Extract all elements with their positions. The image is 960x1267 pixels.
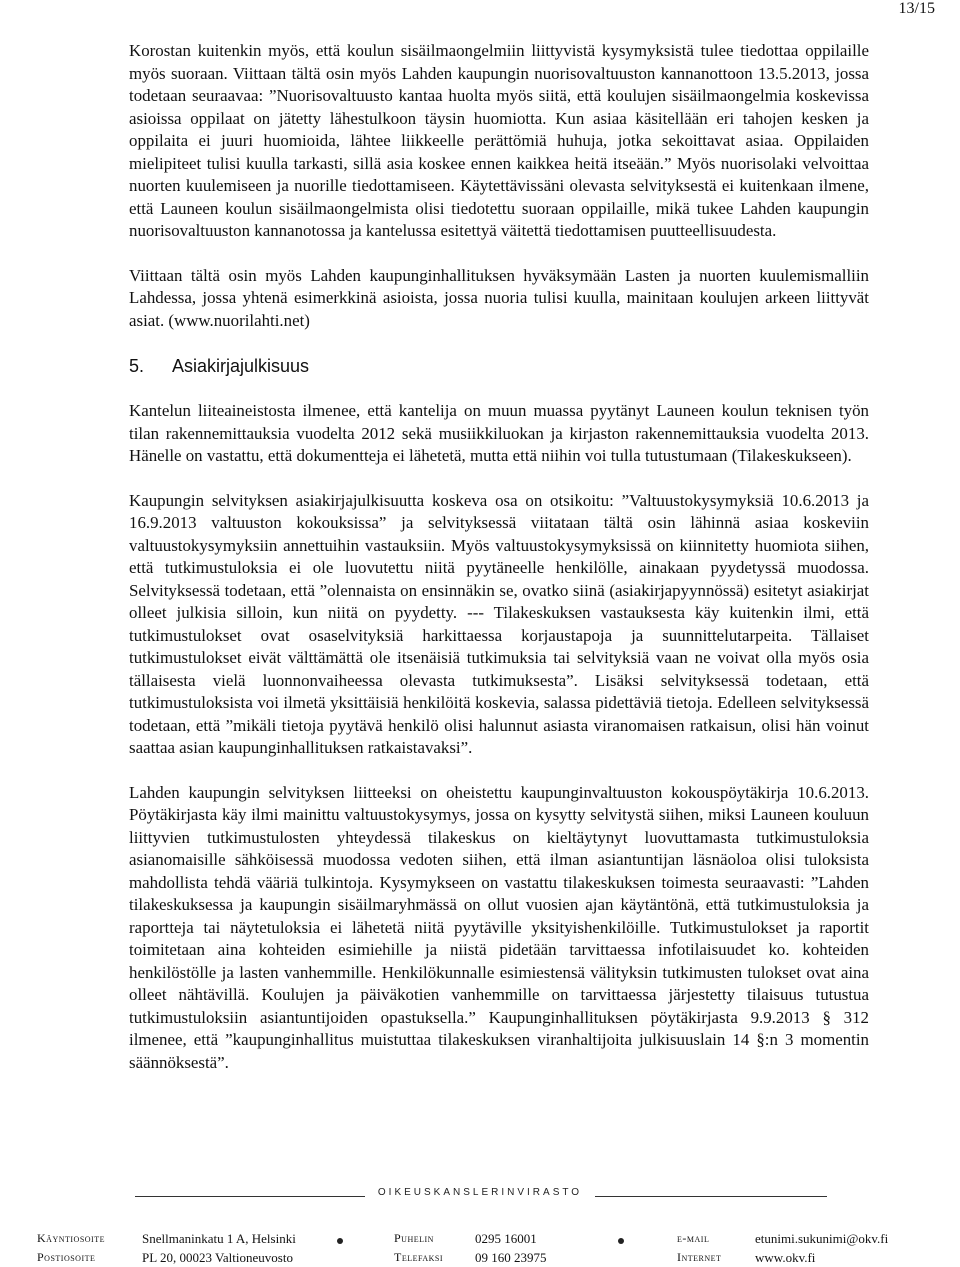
email-link[interactable]: etunimi.sukunimi@okv.fi [755,1231,889,1246]
visit-address: Snellmaninkatu 1 A, Helsinki [142,1231,296,1246]
paragraph: Korostan kuitenkin myös, että koulun sisäilmaongelmiin liittyvistä kysymyksistä tulee tiedottaa oppilaille myös suoraan. Viittaan tältä osin myös Lahden kaupungin nuorisovaltuuston kannanottoon 13.5.2013, jossa todetaan seuraavaa: ”Nuorisovaltuusto kantaa huolta myös siitä, että koulujen sisäilmaongelmia koskevissa asioissa oppilaat on jätetty lähestulkoon täysin huomiotta. Kun asiaa käsitellään eri tahojen kesken ja oppilaita ei juuri huomioida, lähtee liikkeelle perättömiä huhuja, jotka sekoittavat asiaa. Oppilaiden mielipiteet tulisi kuulla tarkasti, sillä asia koskee ennen kaikkea heitä itseään.” Myös nuorisolaki velvoittaa nuorten kuulemiseen ja nuorille tiedottamiseen. Käytettävissäni olevasta selvityksestä ei kuitenkaan ilmene, että Launeen koulun sisäilmaongelmista olisi tiedotettu suoraan oppilaille, mikä tukee Lahden kaupungin nuorisovaltuuston kannanotossa ja kantelussa esitettyä väitettä tiedottamisen puutteellisuudesta. [129,41,869,240]
footer-contact [0,1229,960,1267]
visit-address-label: Käyntiosoite [37,1231,105,1245]
web-label: Internet [677,1250,722,1264]
paragraph: Kaupungin selvityksen asiakirjajulkisuutta koskeva osa on otsikoitu: ”Valtuustokysymyksiä 10.6.2013 ja 16.9.2013 valtuuston kokouksissa” ja selvityksessä viitataan tältä osin lähinnä asiaa koskeviin valtuustokysymyksiin annettuihin vastauksiin. Myös valtuustokysymyksissä on kiinnitetty huomiota siihen, että tutkimustuloksia ei ole luovutettu niitä pyytäneelle henkilölle, ainakaan pyydetyssä muodossa. Selvityksessä todetaan, että ”olennaista on ensinnäkin se, ovatko siinä (asiakirjapyynnössä) esitetyt asiakirjat olleet julkisia silloin, kun niitä on pyydetty. --- Tilakeskuksen vastauksesta käy kuitenkin ilmi, että tutkimustulokset ovat osaselvityksiä harkittaessa korjaustapoja ja suunnittelutarpeita. Tällaiset tutkimustulokset eivät välttämättä ole itsenäisiä tutkimuksia tai selvityksiä vaan ne voivat olla myös osia tällaisesta vielä luonnonvaiheessa olevasta tutkimuksesta”. Lisäksi selvityksessä todetaan, että tutkimustuloksista voi ilmetä yksittäisiä henkilöitä koskevia, salassa pidettäviä tietoja. Edelleen selvityksessä todetaan, että ”mikäli tietoja pyytävä henkilö olisi halunnut asiasta viranomaisen ratkaisun, olisi hän voinut saattaa asian kaupunginhallituksen ratkaistavaksi”. [129,490,869,757]
footer-brand: OIKEUSKANSLERINVIRASTO [377,1187,583,1198]
email-label: e-mail [677,1231,710,1245]
post-address-label: Postiosoite [37,1250,96,1264]
page-number: 13/15 [898,0,935,17]
website-link[interactable]: www.okv.fi [755,1250,816,1265]
fax-number: 09 160 23975 [475,1250,547,1265]
paragraph: Viittaan tältä osin myös Lahden kaupunginhallituksen hyväksymään Lasten ja nuorten kuulemismalliin Lahdessa, jossa yhtenä esimerkkinä asioista, jossa nuoria tulisi kuulla, mainitaan koulujen arkeen liittyvät asiat. (www.nuorilahti.net) [129,265,869,330]
footer-divider [135,1196,365,1197]
post-address: PL 20, 00023 Valtioneuvosto [142,1250,293,1265]
section-heading [129,354,869,378]
paragraph: Lahden kaupungin selvityksen liitteeksi on oheistettu kaupunginvaltuuston kokouspöytäkirja 10.6.2013. Pöytäkirjasta käy ilmi mainittu valtuustokysymys, jossa on kysytty selvitystä siihen, miksi Launeen kouluun liittyvien tutkimustulosten yhteydessä tilakeskus on kieltäytynyt luovuttamasta tutkimustuloksia asianomaisille sähköisessä muodossa vedoten siihen, että ilman asiantuntijan läsnäoloa olisi tuloksista mahdollista tehdä vääriä tulkintoja. Kysymykseen on vastattu tilakeskuksen toimesta seuraavasti: ”Lahden tilakeskuksessa ja kaupungin sisäilmaryhmässä on ollut vuosien ajan käytäntönä, että tutkimustuloksia ja raportteja tai näytetuloksia ei lähetetä niitä pyytäville yksityishenkilöille. Tutkimustulokset ja raportit toimitetaan aina kohteiden esimiehille ja niistä pidetään tarvittaessa infotilaisuudet ko. kohteiden henkilöstölle ja lasten vanhemmille. Henkilökunnalle esimiestensä välityksin tutkimusten tulokset ovat aina olleet nähtävillä. Koulujen ja päiväkotien vanhemmille on tarvittaessa järjestetty tilaisuus tutustua tutkimustuloksiin asiantuntijoiden opastuksella.” Kaupunginhallituksen pöytäkirjasta 9.9.2013 § 312 ilmenee, että ”kaupunginhallitus muistuttaa tilakeskuksen viranhaltijoita julkisuuslain 14 §:n 3 momentin säännöksestä”. [129,782,869,1072]
paragraph: Kantelun liiteaineistosta ilmenee, että kantelija on muun muassa pyytänyt Launeen koulun teknisen työn tilan rakennemittauksia vuodelta 2012 sekä musiikkiluokan ja kirjaston rakennemittauksia vuodelta 2013. Hänelle on vastattu, että dokumentteja ei lähetetä, mutta että niihin voi tulla tutustumaan (Tilakeskukseen). [129,401,869,465]
footer-divider [595,1196,827,1197]
section-title: Asiakirjajulkisuus [172,356,310,376]
fax-label: Telefaksi [394,1250,444,1264]
section-number: 5. [129,356,145,376]
phone-label: Puhelin [394,1231,434,1245]
phone-number: 0295 16001 [475,1231,537,1246]
document-body [129,40,869,1074]
